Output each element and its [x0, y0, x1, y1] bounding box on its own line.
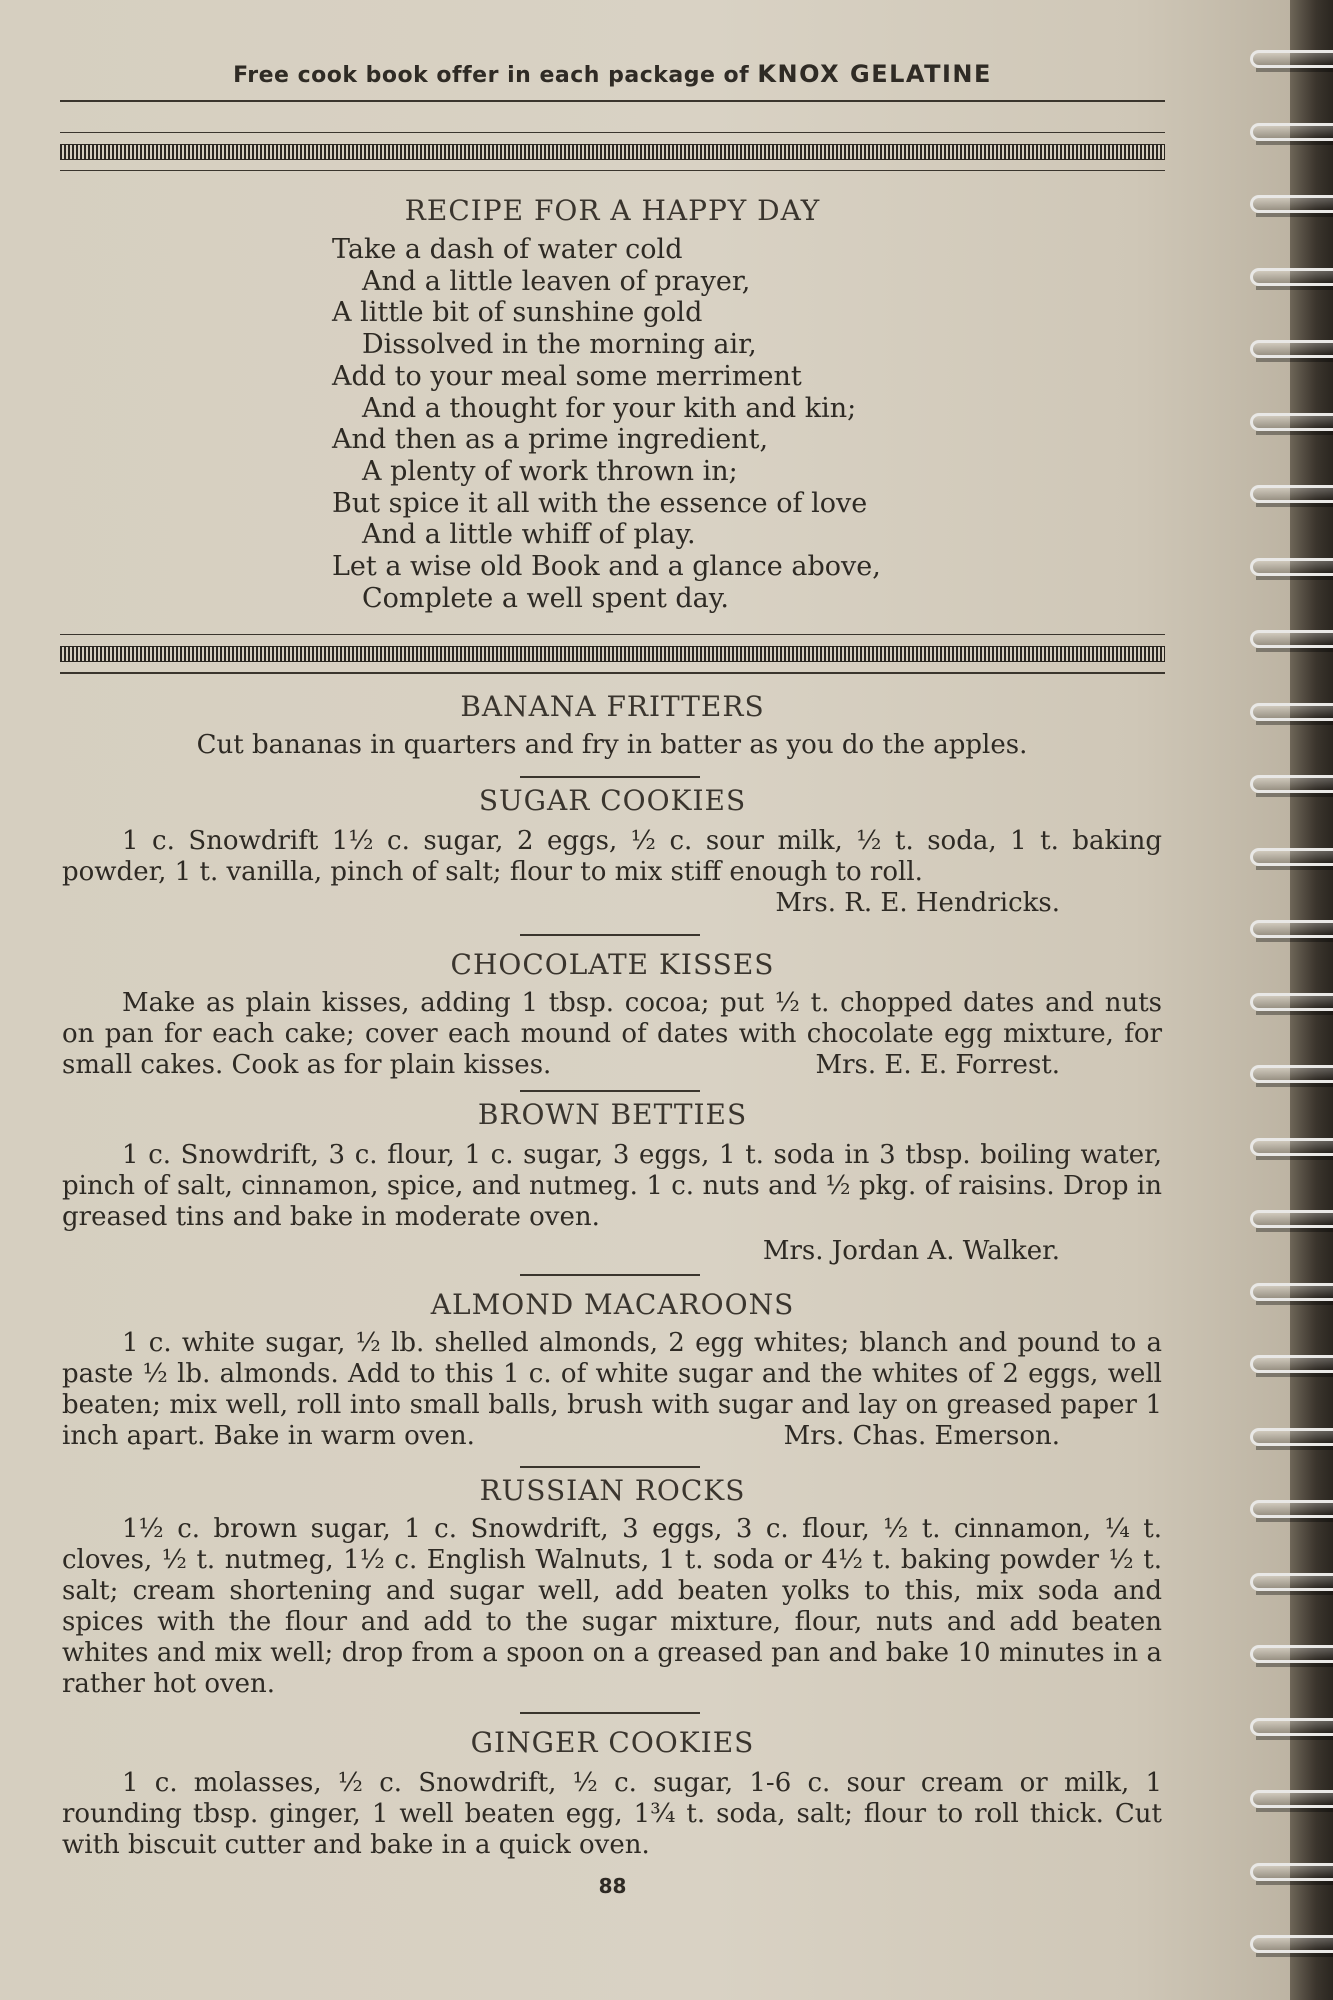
recipe-title-russian-rocks: RUSSIAN ROCKS — [479, 1474, 746, 1507]
binding-coil — [1250, 630, 1333, 652]
binding-coil — [1250, 1645, 1333, 1667]
binding-coil — [1250, 775, 1333, 797]
binding-coil — [1250, 195, 1333, 217]
recipe-separator — [520, 776, 700, 778]
ornament-bar-2 — [60, 646, 1165, 662]
recipe-separator — [520, 1712, 700, 1714]
poem-title: RECIPE FOR A HAPPY DAY — [404, 194, 821, 227]
poem-line: But spice it all with the essence of love — [332, 487, 868, 519]
binding-coil — [1250, 1138, 1333, 1160]
poem-line: A little bit of sunshine gold — [332, 297, 703, 329]
binding-coil — [1250, 1790, 1333, 1812]
recipe-title-chocolate-kisses: CHOCOLATE KISSES — [450, 948, 775, 981]
binding-coil — [1250, 1065, 1333, 1087]
header-rule — [60, 100, 1165, 102]
recipe-text-sugar-cookies: 1 c. Snowdrift 1½ c. sugar, 2 eggs, ½ c. sour milk, ½ t. soda, 1 t. baking powder, 1 t. vanilla, pinch of salt; flour to mix stiff enough to roll. — [62, 826, 1162, 887]
poem — [332, 234, 881, 614]
recipe-title-brown-betties: BROWN BETTIES — [477, 1098, 748, 1131]
binding-coil — [1250, 703, 1333, 725]
poem-line: Dissolved in the morning air, — [362, 329, 757, 361]
poem-line: And a thought for your kith and kin; — [362, 392, 857, 424]
binding-coil — [1250, 558, 1333, 580]
binding-coil — [1250, 1210, 1333, 1232]
poem-line: Let a wise old Book and a glance above, — [332, 551, 881, 583]
poem-line: And a little whiff of play. — [362, 519, 696, 551]
binding-coil — [1250, 1863, 1333, 1885]
recipe-text-brown-betties: 1 c. Snowdrift, 3 c. flour, 1 c. sugar, 3 eggs, 1 t. soda in 3 tbsp. boiling water, pinch of salt, cinnamon, spice, and nutmeg. 1 c. nuts and ½ pkg. of raisins. Drop in greased tins and bake in moderate oven. — [62, 1140, 1162, 1232]
binding-coil — [1250, 340, 1333, 362]
poem-line: And a little leaven of prayer, — [362, 265, 751, 297]
binding-coil — [1250, 1355, 1333, 1377]
recipe-title-almond-macaroons: ALMOND MACAROONS — [430, 1288, 795, 1321]
binding-coil — [1250, 485, 1333, 507]
binding-coil — [1250, 413, 1333, 435]
poem-line: Take a dash of water cold — [332, 234, 683, 265]
poem-line: A plenty of work thrown in; — [362, 455, 738, 487]
binding-coil — [1250, 1500, 1333, 1522]
recipe-separator — [520, 1466, 700, 1468]
poem-line: And then as a prime ingredient, — [332, 424, 769, 456]
recipe-text-ginger-cookies: 1 c. molasses, ½ c. Snowdrift, ½ c. sugar, 1-6 c. sour cream or milk, 1 rounding tbsp. ginger, 1 well beaten egg, 1¾ t. soda, salt; flour to roll thick. Cut with biscuit cutter and bake in a quick oven. — [62, 1768, 1162, 1860]
recipe-separator — [520, 934, 700, 936]
binding-coil — [1250, 123, 1333, 145]
binding-coil — [1250, 848, 1333, 870]
recipe-author-sugar-cookies: Mrs. R. E. Hendricks. — [775, 888, 1060, 918]
ornament-rule-top — [60, 132, 1165, 133]
recipe-author-almond-macaroons: Mrs. Chas. Emerson. — [783, 1421, 1060, 1451]
poem-line: Complete a well spent day. — [362, 582, 730, 614]
recipe-separator — [520, 1274, 700, 1276]
header-text: Free cook book offer in each package of — [233, 63, 750, 88]
recipe-separator — [520, 1090, 700, 1092]
recipe-text-almond-macaroons: 1 c. white sugar, ½ lb. shelled almonds, 2 egg whites; blanch and pound to a paste ½ lb. almonds. Add to this 1 c. of white sugar and the whites of 2 eggs, well beaten; mix well, roll into small balls, brush with sugar and lay on greased paper 1 inch apart. Bake in warm oven. — [62, 1328, 1162, 1451]
recipe-text-chocolate-kisses: Make as plain kisses, adding 1 tbsp. cocoa; put ½ t. chopped dates and nuts on pan for each cake; cover each mound of dates with chocolate egg mixture, for small cakes. Cook as for plain kisses. — [62, 988, 1162, 1080]
ornament-rule-top-2 — [60, 634, 1165, 635]
binding-coil — [1250, 1428, 1333, 1450]
binding-coil — [1250, 1718, 1333, 1740]
recipe-text-banana-fritters: Cut bananas in quarters and fry in batter as you do the apples. — [196, 730, 1028, 760]
binding-coil — [1250, 268, 1333, 290]
recipe-text-russian-rocks: 1½ c. brown sugar, 1 c. Snowdrift, 3 eggs, 3 c. flour, ½ t. cinnamon, ¼ t. cloves, ½ t. nutmeg, 1½ c. English Walnuts, 1 t. soda or 4½ t. baking powder ½ t. salt; cream shortening and sugar well, add beaten yolks to this, mix soda and spices with the flour and add to the sugar mixture, flour, nuts and add beaten whites and mix well; drop from a spoon on a greased pan and bake 10 minutes in a rather hot oven. — [62, 1514, 1162, 1699]
ornament-rule-bottom-2 — [60, 672, 1165, 674]
poem-line: Add to your meal some merriment — [332, 360, 802, 392]
recipe-title-ginger-cookies: GINGER COOKIES — [470, 1726, 755, 1759]
binding-coil — [1250, 1935, 1333, 1957]
ornament-bar — [60, 144, 1165, 160]
page-header — [60, 60, 1165, 88]
recipe-title-sugar-cookies: SUGAR COOKIES — [478, 784, 747, 817]
binding-coil — [1250, 1283, 1333, 1305]
recipe-author-chocolate-kisses: Mrs. E. E. Forrest. — [815, 1050, 1060, 1080]
recipe-author-brown-betties: Mrs. Jordan A. Walker. — [762, 1236, 1060, 1266]
recipe-title-banana-fritters: BANANA FRITTERS — [460, 690, 765, 723]
binding-coil — [1250, 1573, 1333, 1595]
binding-coil — [1250, 993, 1333, 1015]
ornament-rule-bottom — [60, 170, 1165, 171]
binding-coil — [1250, 920, 1333, 942]
binding-coil — [1250, 50, 1333, 72]
page-number: 88 — [598, 1874, 627, 1898]
header-brand: KNOX GELATINE — [757, 60, 992, 88]
